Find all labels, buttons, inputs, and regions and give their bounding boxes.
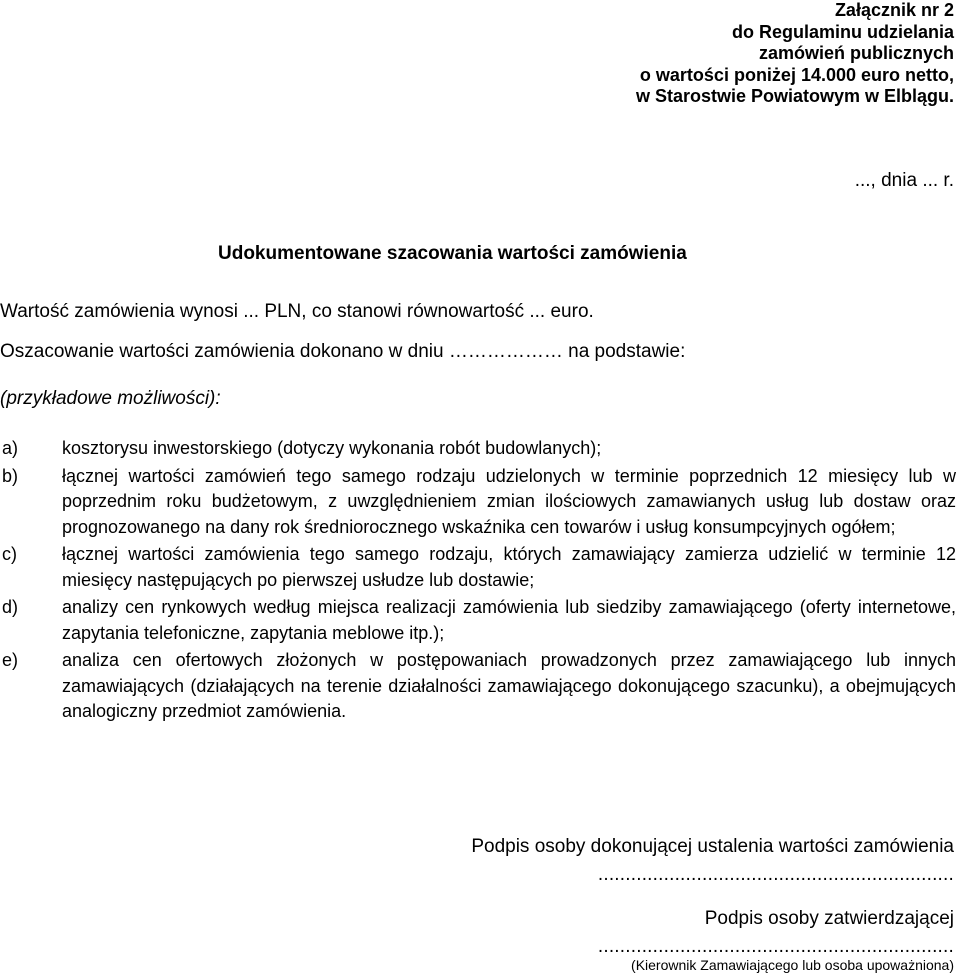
approver-signature-label: Podpis osoby zatwierdzającej — [704, 908, 954, 929]
header-line: o wartości poniżej 14.000 euro netto, — [639, 64, 954, 85]
list-item — [0, 595, 956, 646]
list-item-text: analiza cen ofertowych złożonych w postępowaniach prowadzonych przez zamawiającego lub innych zamawiających (działających na terenie działalności zamawiającego dokonującego szacunku), a obejmujących analogiczny przedmiot zamówienia. — [62, 650, 956, 721]
list-item-text: analizy cen rynkowych według miejsca realizacji zamówienia lub siedziby zamawiającego (oferty internetowe, zapytania telefoniczne, zapytania meblowe itp.); — [62, 597, 956, 643]
estimator-signature-label: Podpis osoby dokonującej ustalenia wartości zamówienia — [471, 836, 954, 857]
document-title: Udokumentowane szacowania wartości zamówienia — [218, 243, 687, 264]
header-line: Załącznik nr 2 — [834, 0, 954, 20]
options-label: (przykładowe możliwości): — [0, 388, 221, 409]
estimation-methods-list — [0, 436, 956, 727]
header-line: zamówień publicznych — [758, 43, 954, 63]
list-item — [0, 648, 956, 725]
list-marker: d) — [2, 597, 19, 617]
estimator-signature-line: ................................................................. — [597, 864, 954, 885]
list-item-text: łącznej wartości zamówień tego samego rodzaju udzielonych w terminie poprzednich 12 miesięcy lub w poprzednim roku budżetowym, z uwzględnieniem zmian ilościowych zamawianych usług lub dostaw oraz prognozowanego na dany rok średniorocznego wskaźnika cen towarów i usług konsumpcyjnych ogółem; — [62, 465, 956, 537]
date-line: ..., dnia ... r. — [854, 170, 954, 191]
header-line: do Regulaminu udzielania — [731, 21, 954, 42]
list-item-text: łącznej wartości zamówienia tego samego rodzaju, których zamawiający zamierza udzielić w terminie 12 miesięcy następujących po pierwszej usłudze lub dostawie; — [62, 544, 956, 590]
list-marker: c) — [2, 544, 17, 564]
list-marker: b) — [2, 465, 19, 486]
header-line: w Starostwie Powiatowym w Elblągu. — [635, 86, 954, 106]
list-item-text: kosztorysu inwestorskiego (dotyczy wykonania robót budowlanych); — [62, 438, 602, 458]
approver-note: (Kierownik Zamawiającego lub osoba upoważniona) — [631, 957, 954, 973]
list-item — [0, 542, 956, 593]
list-marker: a) — [2, 438, 19, 458]
list-item — [0, 464, 956, 541]
list-item — [0, 436, 956, 462]
order-value-line: Wartość zamówienia wynosi ... PLN, co stanowi równowartość ... euro. — [0, 301, 594, 322]
approver-signature-line: ................................................................. — [597, 936, 954, 957]
estimate-date-line: Oszacowanie wartości zamówienia dokonano w dniu ……………… na podstawie: — [0, 341, 686, 362]
attachment-header — [434, 0, 954, 108]
list-marker: e) — [2, 650, 19, 670]
